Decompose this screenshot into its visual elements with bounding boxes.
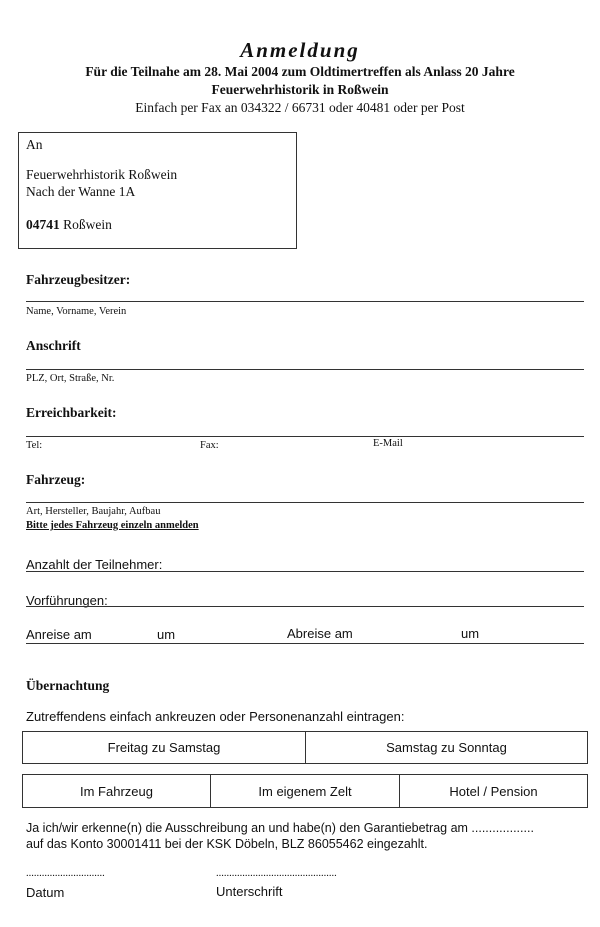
form-title: Anmeldung [240,38,360,62]
address-zip: 04741 [26,217,60,232]
departure-time-label: um [461,626,480,641]
option-vehicle[interactable]: Im Fahrzeug [23,775,211,807]
address-street: Nach der Wanne 1A [26,184,136,199]
address-name: Feuerwehrhistorik Roßwein [26,167,178,182]
travel-field[interactable] [26,643,584,644]
consent-line-1: Ja ich/wir erkenne(n) die Ausschreibung an und habe(n) den Garantiebetrag am .................. [26,821,534,835]
overnight-nights-table [22,731,588,764]
email-label: E-Mail [373,438,403,449]
tel-label: Tel: [26,440,43,451]
address-to: An [26,137,43,152]
address-hint: PLZ, Ort, Straße, Nr. [26,373,115,384]
contact-field[interactable] [26,436,584,437]
address-field[interactable] [26,369,584,370]
date-label: Datum [26,885,65,900]
date-field[interactable]: .............................. [26,868,105,879]
address-box [18,132,297,249]
vehicle-label: Fahrzeug: [26,472,86,487]
vehicle-field[interactable] [26,502,584,503]
arrival-label: Anreise am [26,627,92,642]
contact-label: Erreichbarkeit: [26,405,117,420]
owner-label: Fahrzeugbesitzer: [26,272,131,287]
fax-label: Fax: [200,440,219,451]
signature-label: Unterschrift [216,884,283,899]
signature-field[interactable]: .............................................. [216,868,337,879]
participants-field[interactable] [26,571,584,572]
overnight-instruction: Zutreffendens einfach ankreuzen oder Personenanzahl eintragen: [26,709,405,724]
option-friday-saturday[interactable]: Freitag zu Samstag [23,732,306,763]
owner-field[interactable] [26,301,584,302]
event-line: Für die Teilnahe am 28. Mai 2004 zum Oldtimertreffen als Anlass 20 Jahre [85,64,515,79]
demos-field[interactable] [26,606,584,607]
overnight-type-table [22,774,588,808]
owner-hint: Name, Vorname, Verein [26,306,127,317]
organizer-line: Feuerwehrhistorik in Roßwein [211,82,389,97]
option-hotel[interactable]: Hotel / Pension [449,783,538,799]
option-tent[interactable]: Im eigenem Zelt [211,775,400,807]
overnight-label: Übernachtung [26,678,110,693]
arrival-time-label: um [157,627,176,642]
address-city-line [26,217,112,233]
vehicle-note: Bitte jedes Fahrzeug einzeln anmelden [26,520,199,531]
vehicle-hint: Art, Hersteller, Baujahr, Aufbau [26,506,161,517]
consent-line-2: auf das Konto 30001411 bei der KSK Döbeln, BLZ 86055462 eingezahlt. [26,837,428,851]
departure-label: Abreise am [287,626,353,641]
address-label: Anschrift [26,338,81,353]
address-city: Roßwein [63,217,112,232]
option-saturday-sunday[interactable]: Samstag zu Sonntag [386,740,507,755]
submission-instructions: Einfach per Fax an 034322 / 66731 oder 40481 oder per Post [135,100,465,115]
participants-label: Anzahlt der Teilnehmer: [26,557,163,572]
demos-label: Vorführungen: [26,593,108,608]
